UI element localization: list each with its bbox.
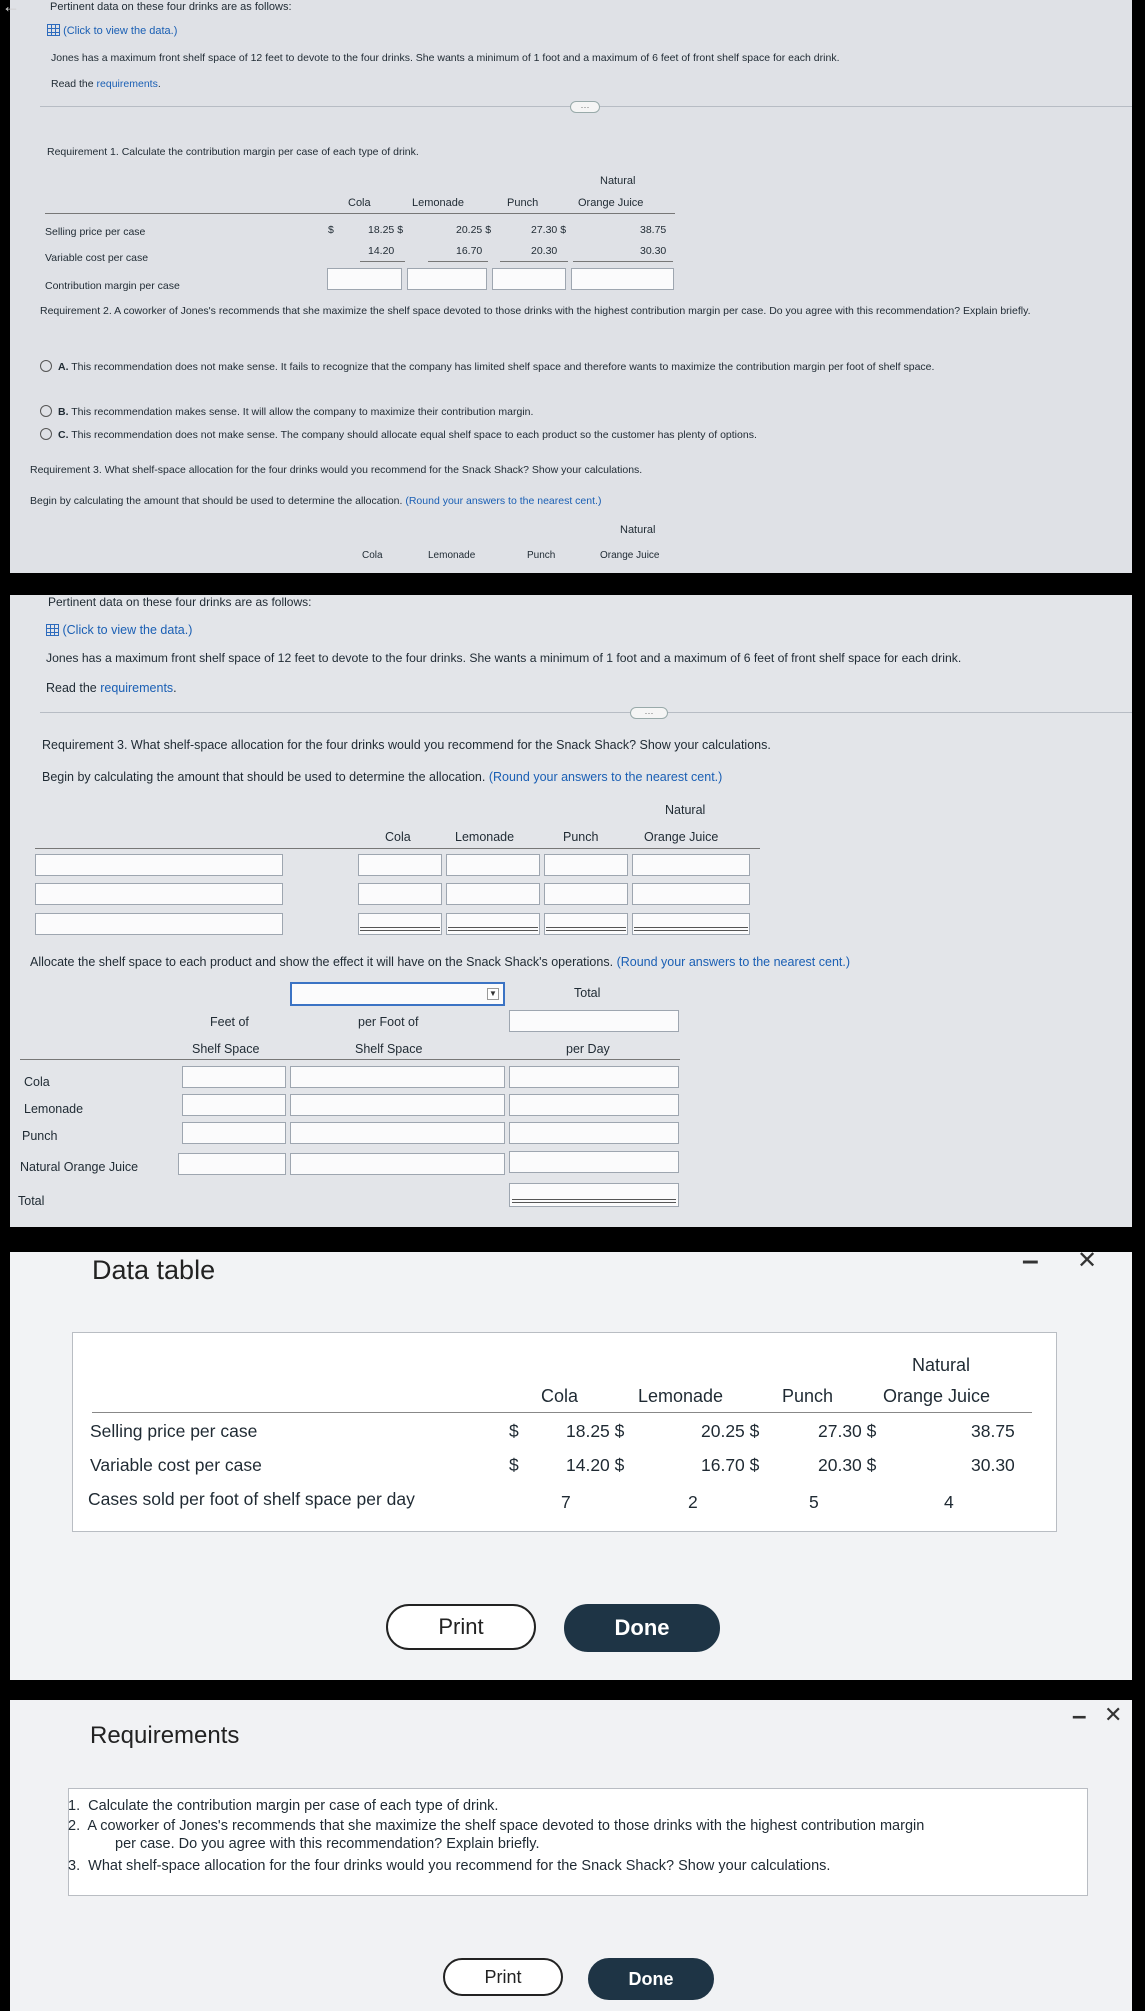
shelf-space-label: Shelf Space (355, 1042, 423, 1056)
col-cola: Cola (348, 197, 371, 209)
col-natural: Natural (912, 1355, 971, 1375)
cell: 5 (809, 1492, 819, 1512)
feet-oj-input[interactable] (178, 1153, 286, 1175)
col-punch: Punch (563, 830, 599, 844)
row-label-lemonade: Lemonade (24, 1102, 84, 1116)
read-requirements: Read the requirements. (51, 78, 161, 90)
row-label: Cases sold per foot of shelf space per day (88, 1489, 415, 1509)
expand-handle[interactable]: ··· (630, 707, 668, 719)
cm-punch-input[interactable] (492, 268, 566, 290)
header-rule (20, 1059, 680, 1060)
cm-cola-input[interactable] (327, 268, 402, 290)
req3-row1-lemonade-input[interactable] (446, 854, 540, 876)
req3-row3-oj-input[interactable] (632, 913, 750, 935)
row-label: Contribution margin per case (45, 280, 180, 292)
question-panel-req3 (10, 595, 1132, 1227)
grand-total-input[interactable] (509, 1183, 679, 1207)
done-button[interactable]: Done (564, 1604, 720, 1652)
col-lemonade: Lemonade (428, 550, 476, 561)
close-icon[interactable]: ✕ (1077, 1252, 1098, 1274)
chevron-down-icon[interactable]: ▼ (487, 988, 499, 1000)
req3-row2-cola-input[interactable] (358, 883, 442, 905)
req3-text: Requirement 3. What shelf-space allocation for the four drinks would you recommend for the Snack Shack? Show your calculations. (42, 738, 771, 752)
total-header-input[interactable] (509, 1010, 679, 1032)
feet-punch-input[interactable] (182, 1122, 286, 1144)
allocate-text: Allocate the shelf space to each product and show the effect it will have on the Snack Shack's operations. (Round your answers to the nearest cent.) (30, 955, 851, 969)
total-header: Total (574, 986, 601, 1000)
back-arrow-icon[interactable]: ← (2, 0, 20, 16)
requirement-item-cont: per case. Do you agree with this recommendation? Explain briefly. (115, 1836, 540, 1852)
req3-begin: Begin by calculating the amount that should be used to determine the allocation. (Round your answers to the nearest cent.) (42, 770, 723, 784)
rule (500, 261, 568, 262)
rule (428, 261, 488, 262)
requirements-link[interactable]: requirements (96, 78, 158, 90)
row-label: Variable cost per case (45, 252, 149, 264)
requirement-item: 1. Calculate the contribution margin per case of each type of drink. (68, 1798, 499, 1814)
col-lemonade: Lemonade (638, 1386, 724, 1406)
popup-title: Requirements (90, 1722, 240, 1749)
row-label: Selling price per case (90, 1421, 258, 1441)
col-orange-juice: Orange Juice (883, 1386, 991, 1406)
cm-lemonade-input[interactable] (407, 268, 487, 290)
cell: 30.30 (640, 245, 667, 257)
double-rule (512, 1199, 676, 1203)
per-day-label: per Day (566, 1042, 610, 1056)
radio-c[interactable] (40, 428, 52, 440)
cell: 30.30 (971, 1455, 1015, 1475)
req3-row3-lemonade-input[interactable] (446, 913, 540, 935)
double-rule (448, 927, 538, 931)
cell: 38.75 (971, 1421, 1015, 1441)
req1-text: Requirement 1. Calculate the contribution margin per case of each type of drink. (47, 146, 419, 158)
read-requirements: Read the requirements. (46, 681, 177, 695)
req3-row3-label-input[interactable] (35, 913, 283, 935)
cell: 14.20 $ (566, 1455, 625, 1475)
cell: 18.25 $ (566, 1421, 625, 1441)
option-c[interactable]: C. This recommendation does not make sense. The company should allocate equal shelf space to each product so the customer has plenty of options. (40, 428, 757, 441)
req3-row1-oj-input[interactable] (632, 854, 750, 876)
perfoot-cola-input[interactable] (290, 1066, 505, 1088)
req3-row1-cola-input[interactable] (358, 854, 442, 876)
allocation-select[interactable] (290, 982, 505, 1006)
req3-row3-cola-input[interactable] (358, 913, 442, 935)
question-panel-top (10, 0, 1132, 573)
cell: 20.25 $ (701, 1421, 760, 1441)
total-lemonade-input[interactable] (509, 1094, 679, 1116)
cell: 14.20 (368, 245, 395, 257)
expand-handle[interactable]: ··· (570, 101, 600, 113)
total-punch-input[interactable] (509, 1122, 679, 1144)
col-natural: Natural (600, 175, 636, 187)
col-punch: Punch (527, 550, 556, 561)
req3-text: Requirement 3. What shelf-space allocation for the four drinks would you recommend for the Snack Shack? Show your calculations. (30, 464, 643, 476)
dollar-sign: $ (509, 1421, 519, 1441)
requirement-item: 3. What shelf-space allocation for the four drinks would you recommend for the Snack Shack? Show your calculations. (68, 1858, 831, 1874)
row-label-cola: Cola (24, 1075, 50, 1089)
row-label-oj: Natural Orange Juice (20, 1160, 139, 1174)
jones-text: Jones has a maximum front shelf space of 12 feet to devote to the four drinks. She wants a minimum of 1 foot and a maximum of 6 feet of front shelf space for each drink. (46, 651, 962, 665)
col-punch: Punch (507, 197, 539, 209)
perfoot-oj-input[interactable] (290, 1153, 505, 1175)
header-rule (35, 848, 760, 849)
double-rule (634, 927, 748, 931)
cell: 20.30 $ (818, 1455, 877, 1475)
req3-row2-punch-input[interactable] (544, 883, 628, 905)
done-button[interactable]: Done (588, 1958, 714, 2000)
row-label: Variable cost per case (90, 1455, 262, 1475)
divider (40, 712, 1132, 713)
rule (360, 261, 405, 262)
radio-a[interactable] (40, 360, 52, 372)
feet-lemonade-input[interactable] (182, 1094, 286, 1116)
per-foot-of-label: per Foot of (358, 1015, 419, 1029)
cell: 18.25 $ (368, 224, 404, 236)
feet-cola-input[interactable] (182, 1066, 286, 1088)
cell: 38.75 (640, 224, 667, 236)
table-icon (47, 24, 60, 36)
dollar-sign: $ (328, 224, 334, 236)
col-orange-juice: Orange Juice (600, 550, 660, 561)
perfoot-lemonade-input[interactable] (290, 1094, 505, 1116)
cell: 20.30 (531, 245, 558, 257)
minimize-button[interactable]: – (1072, 1700, 1087, 1730)
total-cola-input[interactable] (509, 1066, 679, 1088)
col-orange-juice: Orange Juice (644, 830, 719, 844)
feet-of-label: Feet of (210, 1015, 249, 1029)
click-data-link[interactable]: (Click to view the data.) (46, 623, 192, 637)
click-data-link[interactable]: (Click to view the data.) (47, 24, 177, 37)
col-natural: Natural (665, 803, 706, 817)
col-cola: Cola (362, 550, 383, 561)
cell: 27.30 $ (531, 224, 567, 236)
double-rule (360, 927, 440, 931)
header-rule (45, 213, 675, 214)
dollar-sign: $ (509, 1455, 519, 1475)
total-oj-input[interactable] (509, 1151, 679, 1173)
req3-row3-punch-input[interactable] (544, 913, 628, 935)
cell: 4 (944, 1492, 954, 1512)
cell: 20.25 $ (456, 224, 492, 236)
cell: 16.70 (456, 245, 483, 257)
cell: 2 (688, 1492, 698, 1512)
col-lemonade: Lemonade (412, 197, 464, 209)
print-button[interactable]: Print (443, 1958, 563, 1996)
option-b[interactable]: B. This recommendation makes sense. It will allow the company to maximize their contribution margin. (40, 405, 533, 418)
col-cola: Cola (385, 830, 411, 844)
req3-row1-label-input[interactable] (35, 854, 283, 876)
cell: 16.70 $ (701, 1455, 760, 1475)
cell: 27.30 $ (818, 1421, 877, 1441)
table-icon (46, 624, 59, 636)
requirements-link[interactable]: requirements (100, 681, 174, 695)
req2-text: Requirement 2. A coworker of Jones's recommends that she maximize the shelf space devoted to those drinks with the highest contribution margin per case. Do you agree with this recommendation? Explain briefly. (40, 305, 1031, 317)
close-icon[interactable]: ✕ (1104, 1702, 1123, 1727)
col-cola: Cola (541, 1386, 579, 1406)
data-table-popup (10, 1252, 1132, 1680)
pertinent-text: Pertinent data on these four drinks are as follows: (48, 595, 312, 609)
col-punch: Punch (782, 1386, 834, 1406)
req3-begin: Begin by calculating the amount that should be used to determine the allocation. (Round your answers to the nearest cent.) (30, 495, 602, 507)
col-natural: Natural (620, 524, 656, 536)
shelf-space-label: Shelf Space (192, 1042, 260, 1056)
req3-row2-label-input[interactable] (35, 883, 283, 905)
double-rule (546, 927, 626, 931)
popup-title: Data table (92, 1255, 216, 1285)
option-a[interactable]: A. This recommendation does not make sense. It fails to recognize that the company has limited shelf space and therefore wants to maximize the contribution margin per foot of shelf space. (40, 360, 1130, 374)
perfoot-punch-input[interactable] (290, 1122, 505, 1144)
req3-row1-punch-input[interactable] (544, 854, 628, 876)
header-rule (92, 1412, 1032, 1413)
req3-row2-oj-input[interactable] (632, 883, 750, 905)
col-lemonade: Lemonade (455, 830, 515, 844)
minimize-button[interactable]: – (1022, 1252, 1039, 1277)
cm-oj-input[interactable] (571, 268, 674, 290)
radio-b[interactable] (40, 405, 52, 417)
row-label-total: Total (18, 1194, 45, 1208)
requirement-item: 2. A coworker of Jones's recommends that she maximize the shelf space devoted to those drinks with the highest contribution margin (68, 1818, 925, 1834)
row-label: Selling price per case (45, 226, 146, 238)
jones-text: Jones has a maximum front shelf space of 12 feet to devote to the four drinks. She wants a minimum of 1 foot and a maximum of 6 feet of front shelf space for each drink. (51, 52, 840, 64)
row-label-punch: Punch (22, 1129, 58, 1143)
rule (573, 261, 673, 262)
print-button[interactable]: Print (386, 1604, 536, 1650)
req3-row2-lemonade-input[interactable] (446, 883, 540, 905)
cell: 7 (561, 1492, 571, 1512)
pertinent-text: Pertinent data on these four drinks are as follows: (50, 1, 292, 13)
col-orange-juice: Orange Juice (578, 197, 644, 209)
requirements-popup (10, 1700, 1132, 2011)
